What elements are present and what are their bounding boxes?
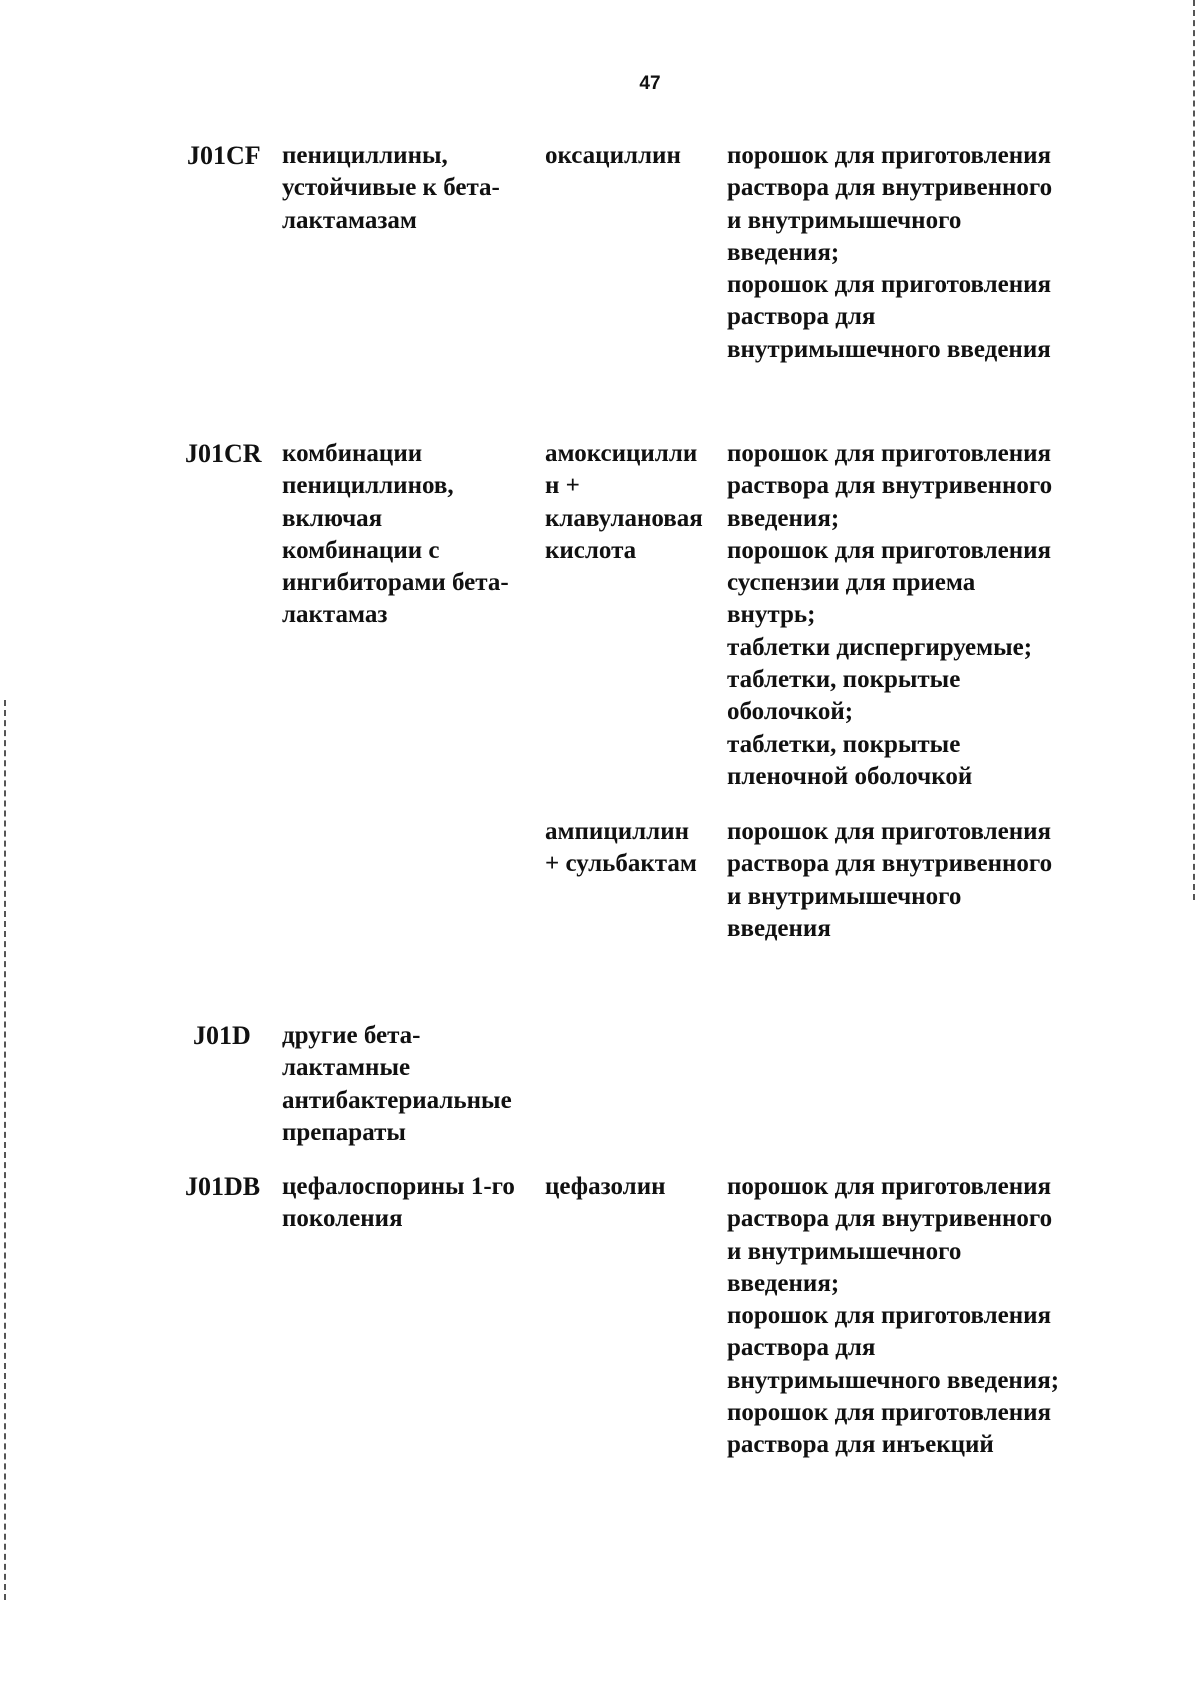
- scan-edge-right: [1193, 0, 1195, 900]
- drug-name: ампициллин + сульбактам: [545, 818, 697, 878]
- dosage-forms: порошок для приготовления раствора для внутривенного и внутримышечного введения; порошок для приготовления раствора для внутримышечного введения; порошок для приготовления раствора для инъекций: [727, 1173, 1060, 1459]
- drug-name: цефазолин: [545, 1173, 666, 1200]
- dosage-forms: порошок для приготовления раствора для внутривенного и внутримышечного введения: [727, 818, 1053, 942]
- atc-group-name: цефалоспорины 1-го поколения: [282, 1173, 515, 1233]
- drug-name: амоксицилли н + клавулановая кислота: [545, 440, 703, 564]
- drug-name: оксациллин: [545, 142, 681, 169]
- atc-group-name: другие бета- лактамные антибактериальные препараты: [282, 1022, 512, 1146]
- atc-code: J01DB: [185, 1172, 261, 1201]
- dosage-forms: порошок для приготовления раствора для внутривенного и внутримышечного введения; порошок для приготовления раствора для внутримышечного введения: [727, 142, 1053, 363]
- atc-code: J01D: [193, 1021, 251, 1050]
- dosage-forms: порошок для приготовления раствора для внутривенного введения; порошок для приготовления суспензии для приема внутрь; таблетки диспергируемые; таблетки, покрытые оболочкой; таблетки, покрытые пленочной оболочкой: [727, 440, 1053, 790]
- atc-group-name: пенициллины, устойчивые к бета- лактамазам: [282, 142, 500, 234]
- atc-code: J01CF: [187, 141, 261, 170]
- page-number: 47: [639, 73, 661, 94]
- scan-edge-left: [4, 700, 6, 1600]
- atc-code: J01CR: [185, 439, 262, 468]
- atc-group-name: комбинации пенициллинов, включая комбинации с ингибиторами бета- лактамаз: [282, 440, 509, 629]
